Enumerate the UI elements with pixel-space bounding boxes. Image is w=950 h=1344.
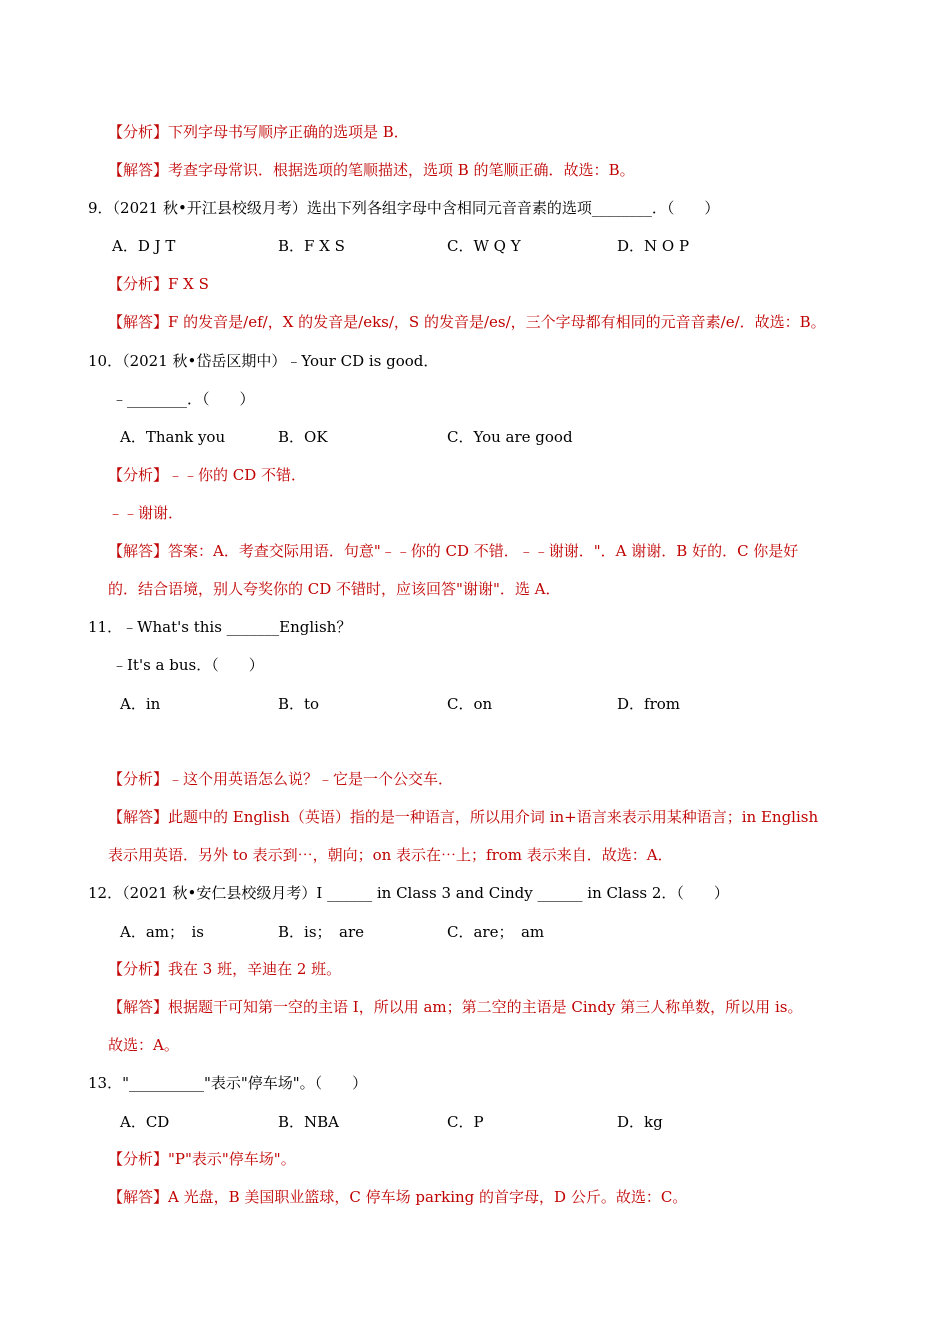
q11-option-d: D．from [617, 695, 681, 713]
q10-solution-line2: 的．结合语境，别人夸奖你的 CD 不错时，应该回答"谢谢"．选 A． [108, 580, 561, 598]
q11-option-c: C．on [447, 695, 493, 713]
q11-option-b: B．to [278, 695, 320, 713]
q12-stem: 12．（2021 秋•安仁县校级月考）I ______ in Class 3 and Cindy ______ in Class 2．（ ） [88, 884, 729, 902]
q12-option-a: A．am； is [120, 923, 204, 941]
q11-stem: 11．﹣What's this _______English？ [88, 618, 352, 636]
q8-analysis: 【分析】下列字母书写顺序正确的选项是 B． [108, 123, 409, 141]
q10-option-b: B．OK [278, 428, 328, 446]
q13-stem: 13．"__________"表示"停车场"。（ ） [88, 1074, 368, 1092]
q11-stem-reply: ﹣It's a bus．（ ） [112, 656, 264, 674]
q9-solution: 【解答】F 的发音是/ef/，X 的发音是/eks/，S 的发音是/es/，三个字母都有相同的元音音素/e/．故选：B。 [108, 313, 826, 331]
q10-option-c: C．You are good [447, 428, 573, 446]
q12-option-b: B．is； are [278, 923, 365, 941]
q9-option-c: C．W Q Y [447, 237, 521, 255]
q8-solution: 【解答】考查字母常识．根据选项的笔顺描述，选项 B 的笔顺正确．故选：B。 [108, 161, 635, 179]
q13-option-d: D．kg [617, 1113, 663, 1131]
q11-solution: 【解答】此题中的 English（英语）指的是一种语言，所以用介词 in+语言来表示用某种语言；in English [108, 808, 819, 826]
q9-stem: 9．（2021 秋•开江县校级月考）选出下列各组字母中含相同元音音素的选项________．（ ） [88, 199, 720, 217]
q10-analysis: 【分析】﹣﹣你的 CD 不错． [108, 466, 307, 484]
q13-analysis: 【分析】"P"表示"停车场"。 [108, 1150, 296, 1168]
q10-option-a: A．Thank you [120, 428, 226, 446]
q13-solution: 【解答】A 光盘，B 美国职业篮球，C 停车场 parking 的首字母，D 公斤。故选：C。 [108, 1188, 688, 1206]
q10-stem-reply: ﹣________．（ ） [112, 390, 255, 408]
q9-option-b: B．F X S [278, 237, 345, 255]
q11-option-a: A．in [120, 695, 161, 713]
q11-solution-line2: 表示用英语．另外 to 表示到⋯，朝向；on 表示在⋯上；from 表示来自．故选：A． [108, 846, 673, 864]
q10-stem: 10．（2021 秋•岱岳区期中）﹣Your CD is good． [88, 352, 439, 370]
q12-solution-line2: 故选：A。 [108, 1036, 179, 1054]
q11-analysis: 【分析】﹣这个用英语怎么说？﹣它是一个公交车． [108, 770, 454, 788]
q12-analysis: 【分析】我在 3 班，辛迪在 2 班。 [108, 960, 342, 978]
q9-option-d: D．N O P [617, 237, 690, 255]
q12-option-c: C．are； am [447, 923, 545, 941]
q13-option-c: C．P [447, 1113, 484, 1131]
q9-option-a: A．D J T [112, 237, 176, 255]
q13-option-b: B．NBA [278, 1113, 340, 1131]
q9-analysis: 【分析】F X S [108, 275, 209, 293]
q10-analysis-line2: ﹣﹣谢谢． [108, 504, 184, 522]
q10-solution: 【解答】答案：A．考查交际用语．句意"﹣﹣你的 CD 不错．﹣﹣谢谢．"．A 谢谢．B 好的．C 你是好 [108, 542, 799, 560]
q13-option-a: A．CD [120, 1113, 170, 1131]
q12-solution: 【解答】根据题干可知第一空的主语 I，所以用 am；第二空的主语是 Cindy 第三人称单数，所以用 is。 [108, 998, 803, 1016]
